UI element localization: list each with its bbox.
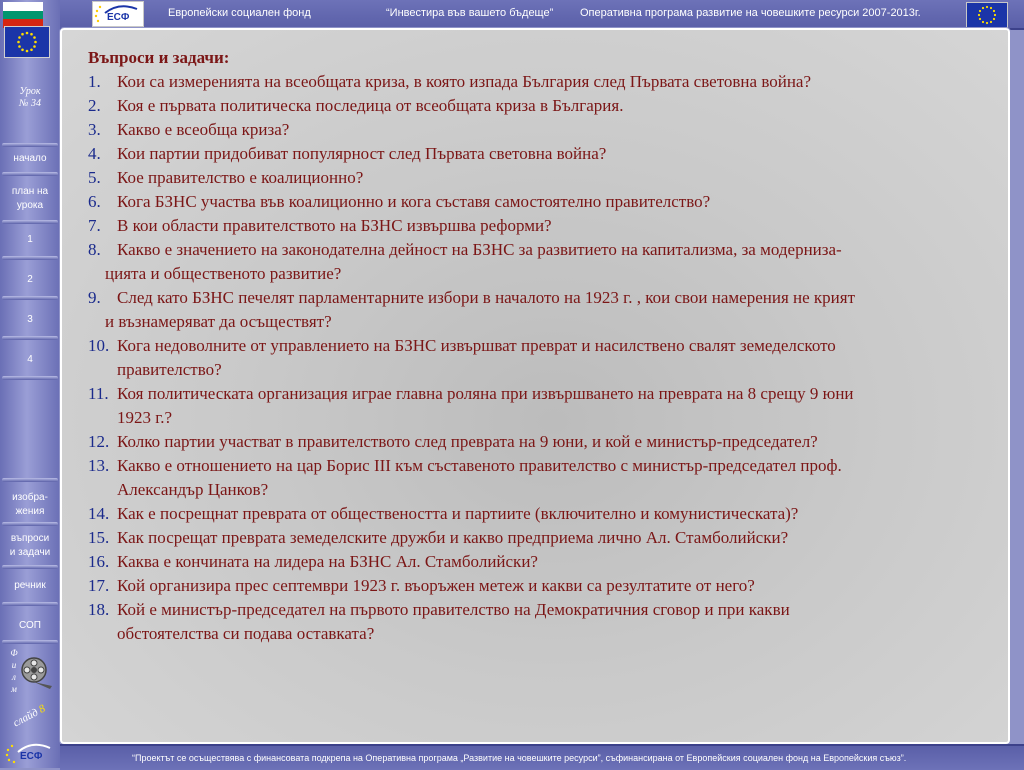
separator — [2, 640, 58, 644]
question-number: 9. — [88, 288, 101, 307]
question-text: Коя политическата организация играе главна роляна при извършването на преврата на 8 срещу 9 юни — [117, 384, 854, 403]
esf-logo-text: ЕСФ — [107, 12, 130, 23]
question-text-continued: обстоятелства си подава оставката? — [117, 624, 375, 643]
question-text: Кой е министър-председател на първото правителство на Демократичния сговор и при какви — [117, 600, 790, 619]
separator — [2, 220, 58, 224]
separator — [2, 565, 58, 569]
nav-glossary[interactable] — [0, 579, 60, 593]
lesson-number-value: № 34 — [19, 98, 41, 109]
question-number: 12. — [88, 432, 110, 451]
esf-logo-icon — [92, 1, 144, 27]
question-text-continued: правителство? — [117, 360, 222, 379]
page-title: Въпроси и задачи: — [88, 48, 230, 67]
question-number: 14. — [88, 504, 110, 523]
nav-sop[interactable] — [0, 619, 60, 633]
question-number: 5. — [88, 168, 101, 187]
question-text: Кой организира прес септември 1923 г. въоръжен метеж и какви са резултатите от него? — [117, 576, 755, 595]
separator — [2, 376, 58, 380]
lesson-word: Урок — [19, 86, 41, 97]
lesson-number — [0, 86, 60, 110]
question-text-continued: Александър Цанков? — [117, 480, 269, 499]
list-item — [88, 526, 998, 550]
eu-flag-icon — [4, 26, 50, 58]
question-text-continued: и възнамеряват да осъществят? — [105, 312, 332, 331]
question-number: 3. — [88, 120, 101, 139]
list-item — [88, 166, 998, 190]
question-number: 18. — [88, 600, 110, 619]
question-text: Коя е първата политическа последица от всеобщата криза в България. — [117, 96, 624, 115]
list-item — [88, 286, 998, 334]
question-text-continued: цията и общественото развитие? — [105, 264, 342, 283]
separator — [2, 143, 58, 147]
question-text: Колко партии участват в правителството след преврата на 9 юни, и кой е министър-председател? — [117, 432, 818, 451]
list-item — [88, 142, 998, 166]
questions-section — [88, 46, 998, 646]
footer-text: “Проектът се осъществява с финансовата подкрепа на Оперативна програма „Развитие на човешките ресурси”, съфинансирана от Европейския социален фонд на Европейския съюз”. — [132, 753, 907, 763]
nav-section-2-label: 2 — [27, 274, 33, 285]
separator — [2, 172, 58, 176]
slide-panel — [60, 28, 1010, 744]
list-item — [88, 94, 998, 118]
film-letter: и — [11, 660, 17, 670]
question-number: 8. — [88, 240, 101, 259]
header-slogan: “Инвестира във вашето бъдеще” — [386, 7, 554, 19]
nav-section-1-label: 1 — [27, 234, 33, 245]
list-item — [88, 382, 998, 430]
nav-questions-label-1: въпроси — [10, 533, 50, 544]
separator — [2, 522, 58, 526]
nav-questions[interactable] — [0, 532, 60, 560]
question-text: Каква е кончината на лидера на БЗНС Ал. Стамболийски? — [117, 552, 538, 571]
separator — [2, 336, 58, 340]
question-text: Кога недоволните от управлението на БЗНС извършват преврат и насилствено свалят земеделското — [117, 336, 836, 355]
question-number: 7. — [88, 216, 101, 235]
list-item — [88, 214, 998, 238]
nav-section-4[interactable] — [0, 353, 60, 367]
film-label[interactable] — [9, 647, 19, 695]
list-item — [88, 430, 998, 454]
nav-images-label-1: изобра- — [12, 492, 48, 503]
list-item — [88, 574, 998, 598]
list-item — [88, 550, 998, 574]
questions-list — [88, 70, 998, 646]
list-item — [88, 70, 998, 94]
question-text: Какво е отношението на цар Борис III към съставеното правителство с министър-председател проф. — [117, 456, 842, 475]
question-number: 6. — [88, 192, 101, 211]
question-text: Кога БЗНС участва във коалиционно и кога съставя самостоятелно правителство? — [117, 192, 711, 211]
eu-flag-icon — [966, 2, 1008, 28]
nav-section-2[interactable] — [0, 273, 60, 287]
esf-logo-icon — [4, 740, 56, 764]
nav-questions-label-2: и задачи — [9, 547, 51, 558]
question-number: 4. — [88, 144, 101, 163]
question-text: В кои области правителството на БЗНС извършва реформи? — [117, 216, 552, 235]
nav-lesson-plan[interactable] — [0, 185, 60, 213]
slide-counter — [11, 703, 47, 730]
question-text: Кое правителство е коалиционно? — [117, 168, 364, 187]
header-fund: Европейски социален фонд — [168, 7, 311, 19]
list-item — [88, 118, 998, 142]
question-text-continued: 1923 г.? — [117, 408, 173, 427]
question-text: Кои са измеренията на всеобщата криза, в която изпада България след Първата световна война? — [117, 72, 812, 91]
nav-sop-label: СОП — [19, 620, 41, 631]
nav-images[interactable] — [0, 491, 60, 519]
nav-lesson-plan-label-1: план на — [11, 186, 49, 197]
nav-lesson-plan-label-2: урока — [16, 200, 44, 211]
nav-images-label-2: жения — [15, 506, 45, 517]
film-reel-icon[interactable] — [20, 656, 54, 690]
question-text: Какво е значението на законодателна дейност на БЗНС за развитието на капитализма, за модерниза- — [117, 240, 842, 259]
nav-section-4-label: 4 — [27, 354, 33, 365]
slide-word: слайд — [11, 706, 41, 730]
question-number: 16. — [88, 552, 110, 571]
footer-bar — [60, 744, 1024, 770]
list-item — [88, 454, 998, 502]
film-letter: л — [12, 672, 16, 682]
header-program: Оперативна програма развитие на човешките ресурси 2007-2013г. — [580, 7, 921, 19]
question-number: 15. — [88, 528, 110, 547]
nav-home[interactable] — [0, 152, 60, 166]
question-text: Как е посрещнат преврата от обществеността и партиите (включително и комунистическата)? — [117, 504, 799, 523]
nav-glossary-label: речник — [14, 580, 46, 591]
separator — [2, 256, 58, 260]
bulgarian-flag-icon — [3, 2, 43, 28]
question-number: 1. — [88, 72, 101, 91]
list-item — [88, 598, 998, 646]
question-number: 11. — [88, 384, 109, 403]
separator — [2, 296, 58, 300]
question-text: Как посрещат преврата земеделските дружби и какво предприема лично Ал. Стамболийски? — [117, 528, 789, 547]
separator — [2, 602, 58, 606]
question-text: Какво е всеобща криза? — [117, 120, 290, 139]
nav-section-3-label: 3 — [27, 314, 33, 325]
question-number: 17. — [88, 576, 110, 595]
question-number: 13. — [88, 456, 110, 475]
esf-logo-text: ЕСФ — [20, 751, 43, 762]
nav-home-label: начало — [13, 153, 47, 164]
list-item — [88, 190, 998, 214]
nav-section-1[interactable] — [0, 233, 60, 247]
nav-section-3[interactable] — [0, 313, 60, 327]
film-letter: Ф — [10, 648, 18, 658]
separator — [2, 478, 58, 482]
slide-number: 8 — [36, 702, 48, 716]
sidebar — [0, 0, 60, 768]
question-text: След като БЗНС печелят парламентарните избори в началото на 1923 г. , кои свои намерения не крият — [117, 288, 856, 307]
question-text: Кои партии придобиват популярност след Първата световна война? — [117, 144, 607, 163]
list-item — [88, 502, 998, 526]
question-number: 10. — [88, 336, 110, 355]
list-item — [88, 334, 998, 382]
film-letter: м — [11, 684, 17, 694]
header-bar — [60, 0, 1024, 30]
list-item — [88, 238, 998, 286]
question-number: 2. — [88, 96, 101, 115]
